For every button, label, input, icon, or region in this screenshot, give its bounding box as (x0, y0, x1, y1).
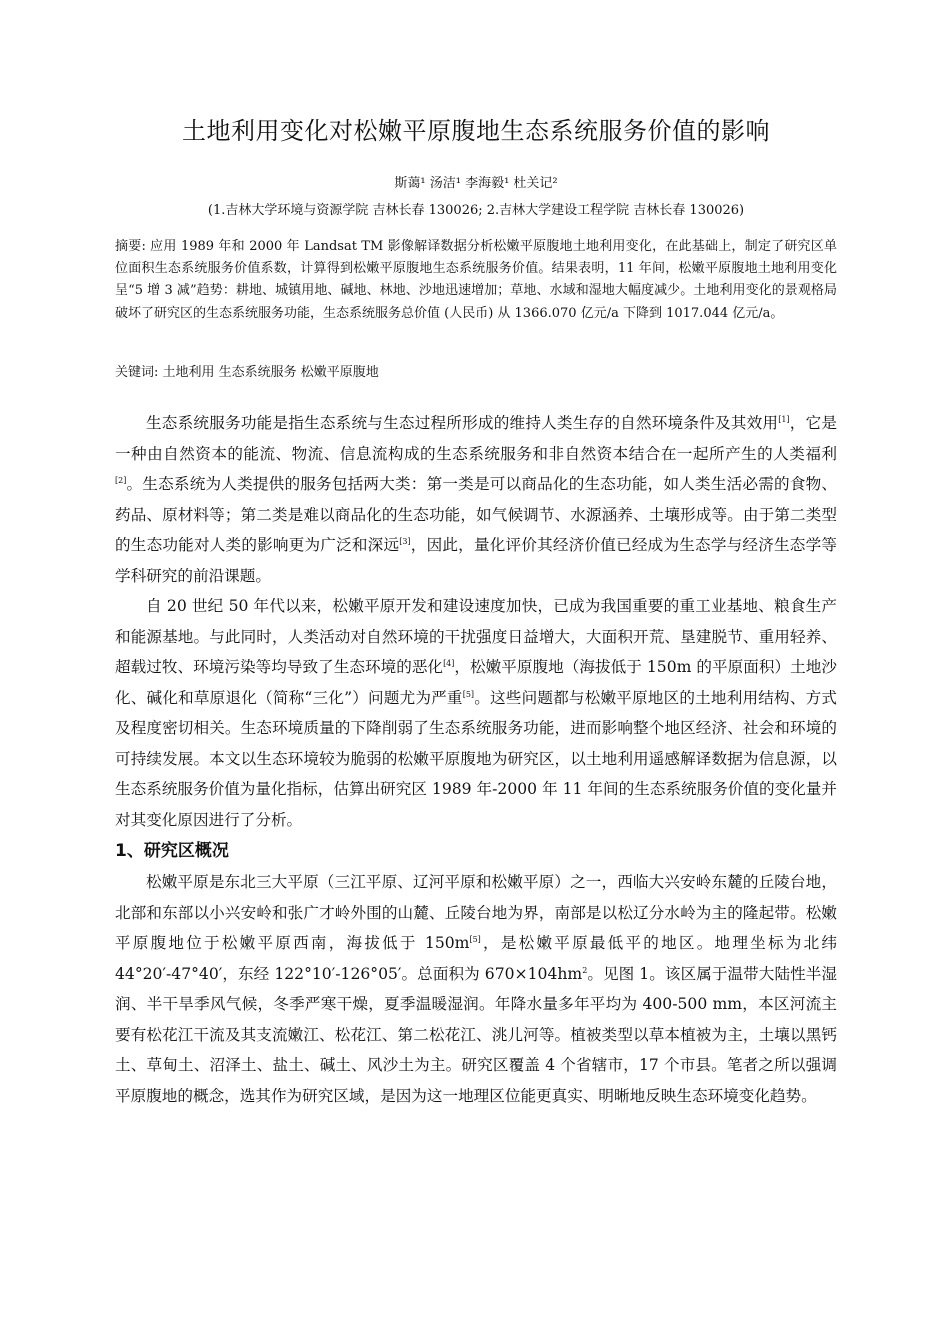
body-text (115, 408, 837, 1111)
citation: [4] (443, 659, 455, 668)
paragraph-text: 生态系统服务功能是指生态系统与生态过程所形成的维持人类生存的自然环境条件及其效用 (146, 414, 779, 432)
citation: [1] (778, 415, 790, 424)
citation: [2] (115, 476, 127, 485)
section-heading: 1、研究区概况 (115, 841, 229, 861)
paragraph (115, 591, 837, 835)
paragraph-text: 。这些问题都与松嫩平原地区的土地利用结构、方式及程度密切相关。生态环境质量的下降削弱了生态系统服务功能，进而影响整个地区经济、社会和环境的可持续发展。本文以生态环境较为脆弱的松嫩平原腹地为研究区，以土地利用遥感解译数据为信息源，以生态系统服务价值为量化指标，估算出研究区 1989 年-2000 年 11 年间的生态系统服务价值的变化量并对其变化原因进行了分析。 (115, 688, 837, 829)
paragraph-text: 。见图 1。该区属于温带大陆性半湿润、半干旱季风气候，冬季严寒干燥，夏季温暖湿润。年降水量多年平均为 400-500 mm，本区河流主要有松花江干流及其支流嫩江、松花江、第二松花江、洮儿河等。植被类型以草本植被为主，土壤以黑钙土、草甸土、沼泽土、盐土、碱土、风沙土为主。研究区覆盖 4 个省辖市，17 个市县。笔者之所以强调平原腹地的概念，选其作为研究区域，是因为这一地理区位能更真实、明晰地反映生态环境变化趋势。 (115, 964, 837, 1105)
paragraph-text: 。生态系统为人类提供的服务包括两大类：第一类是可以商品化的生态功能，如人类生活必需的食物、药品、原材料等；第二类是难以商品化的生态功能，如气候调节、水源涵养、土壤形成等。由于第二类型的生态功能对人类的影响更为广泛和深远 (115, 475, 837, 554)
abstract: 摘要: 应用 1989 年和 2000 年 Landsat TM 影像解译数据分析松嫩平原腹地土地利用变化，在此基础上，制定了研究区单位面积生态系统服务价值系数，计算得到松嫩平原腹地生态系统服务价值。结果表明，11 年间，松嫩平原腹地土地利用变化呈“5 增 3 减”趋势：耕地、城镇用地、碱地、林地、沙地迅速增加；草地、水域和湿地大幅度减少。土地利用变化的景观格局破坏了研究区的生态系统服务功能，生态系统服务总价值 (人民币) 从 1366.070 亿元/a 下降到 1017.044 亿元/a。 (115, 239, 837, 321)
author-list: 斯蔼¹ 汤洁¹ 李海毅¹ 杜关记² (394, 176, 558, 191)
paragraph-text: 松嫩平原是东北三大平原（三江平原、辽河平原和松嫩平原）之一，西临大兴安岭东麓的丘陵台地，北部和东部以小兴安岭和张广才岭外围的山麓、丘陵台地为界，南部是以松辽分水岭为主的隆起带。松嫩平原腹地位于松嫩平原西南，海拔低于 150m (115, 873, 837, 952)
paragraph (115, 408, 837, 591)
citation: [5] (469, 935, 481, 944)
paragraph-text: ，它是一种由自然资本的能流、物流、信息流构成的生态系统服务和非自然资本结合在一起所产生的人类福利 (115, 414, 837, 463)
paragraph (115, 867, 837, 1111)
citation: [3] (399, 537, 411, 546)
paper-title: 土地利用变化对松嫩平原腹地生态系统服务价值的影响 (182, 117, 770, 145)
paragraph-text: ，是松嫩平原最低平的地区。地理坐标为北纬 44°20′-47°40′，东经 122°10′-126°05′。总面积为 670×104hm (115, 934, 837, 983)
paragraph-text: ，因此，量化评价其经济价值已经成为生态学与经济生态学等学科研究的前沿课题。 (115, 536, 837, 585)
citation: [5] (462, 689, 475, 699)
keywords: 关键词: 土地利用 生态系统服务 松嫩平原腹地 (115, 365, 379, 380)
paragraph-text: ，松嫩平原腹地（海拔低于 150m 的平原面积）土地沙化、碱化和草原退化（简称“三化”）问题尤为严重 (115, 658, 837, 707)
affiliation: (1.吉林大学环境与资源学院 吉林长春 130026; 2.吉林大学建设工程学院 吉林长春 130026) (207, 203, 745, 218)
paragraph-text: 自 20 世纪 50 年代以来，松嫩平原开发和建设速度加快，已成为我国重要的重工业基地、粮食生产和能源基地。与此同时，人类活动对自然环境的干扰强度日益增大，大面积开荒、垦建脱节、重用轻养、超载过牧、环境污染等均导致了生态环境的恶化 (115, 597, 837, 676)
superscript: 2 (582, 965, 588, 975)
